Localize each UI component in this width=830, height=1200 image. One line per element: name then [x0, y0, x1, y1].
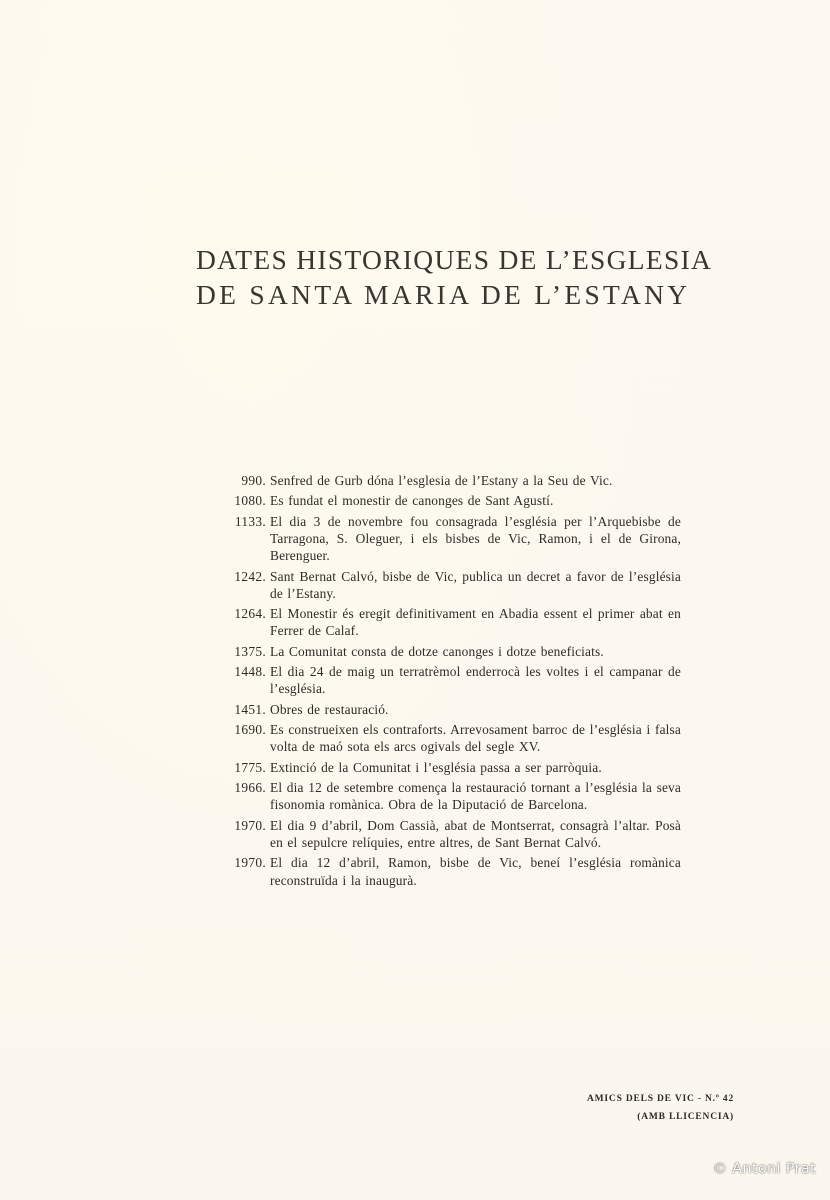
entry-text: Es fundat el monestir de canonges de Sant Agustí.	[270, 493, 554, 509]
chronology-entry	[226, 472, 706, 489]
chronology-entry	[226, 643, 706, 660]
copyright-watermark: © Antoni Prat	[712, 1161, 816, 1177]
title-line-2: DE SANTA MARIA DE L’ESTANY	[196, 279, 691, 310]
chronology-entry	[226, 663, 706, 697]
entry-text: Extinció de la Comunitat i l’església passa a ser parròquia.	[270, 759, 602, 775]
chronology-list	[226, 472, 706, 892]
chronology-entry	[226, 568, 706, 602]
chronology-entry	[226, 492, 706, 509]
entry-year: 1242.	[234, 568, 266, 584]
entry-text: Sant Bernat Calvó, bisbe de Vic, publica un decret a favor de l’església de l’Estany.	[270, 568, 681, 601]
entry-text: El dia 12 de setembre comença la restauració tornant a l’església la seva fisonomia romànica. Obra de la Diputació de Barcelona.	[270, 780, 681, 813]
publisher-line: AMICS DELS DE VIC - N.º 42	[586, 1094, 734, 1104]
page-title	[196, 242, 713, 312]
entry-text: Es construeixen els contraforts. Arrevosament barroc de l’església i falsa volta de maó sota els arcs ogivals del segle XV.	[270, 722, 681, 755]
entry-year: 1448.	[234, 664, 266, 680]
chronology-entry	[226, 605, 706, 639]
entry-year: 990.	[241, 473, 266, 488]
entry-text: El dia 9 d’abril, Dom Cassià, abat de Montserrat, consagrà l’altar. Posà en el sepulcre relíquies, entre altres, de Sant Bernat Calvó.	[270, 817, 681, 850]
entry-text: Senfred de Gurb dóna l’esglesia de l’Estany a la Seu de Vic.	[270, 473, 613, 488]
entry-year: 1970.	[234, 817, 266, 833]
entry-text: El Monestir és eregit definitivament en Abadia essent el primer abat en Ferrer de Calaf.	[270, 606, 681, 639]
chronology-entry	[226, 759, 706, 776]
entry-year: 1690.	[234, 722, 266, 738]
entry-text: El dia 12 d’abril, Ramon, bisbe de Vic, beneí l’església romànica reconstruïda i la inaugurà.	[270, 855, 681, 888]
entry-year: 1970.	[234, 855, 266, 871]
entry-text: El dia 3 de novembre fou consagrada l’església per l’Arquebisbe de Tarragona, S. Oleguer, i els bisbes de Vic, Ramon, i el de Girona, Berenguer.	[270, 513, 681, 564]
chronology-entry	[226, 701, 706, 718]
chronology-entry	[226, 513, 706, 565]
chronology-entry	[226, 721, 706, 755]
publisher-footer	[587, 1090, 734, 1126]
license-line: (AMB LLICENCIA)	[637, 1112, 734, 1122]
entry-text: Obres de restauració.	[270, 701, 389, 717]
entry-year: 1451.	[234, 701, 266, 717]
entry-year: 1775.	[234, 759, 266, 775]
entry-year: 1375.	[234, 643, 266, 659]
entry-year: 1264.	[234, 606, 266, 622]
chronology-entry	[226, 779, 706, 813]
title-line-1: DATES HISTORIQUES DE L’ESGLESIA	[196, 244, 713, 275]
entry-year: 1080.	[234, 493, 266, 509]
entry-year: 1133.	[234, 513, 266, 529]
entry-text: El dia 24 de maig un terratrèmol enderrocà les voltes i el campanar de l’església.	[270, 664, 681, 697]
entry-year: 1966.	[234, 780, 266, 796]
entry-text: La Comunitat consta de dotze canonges i dotze beneficiats.	[270, 643, 604, 659]
chronology-entry	[226, 817, 706, 851]
chronology-entry	[226, 854, 706, 888]
